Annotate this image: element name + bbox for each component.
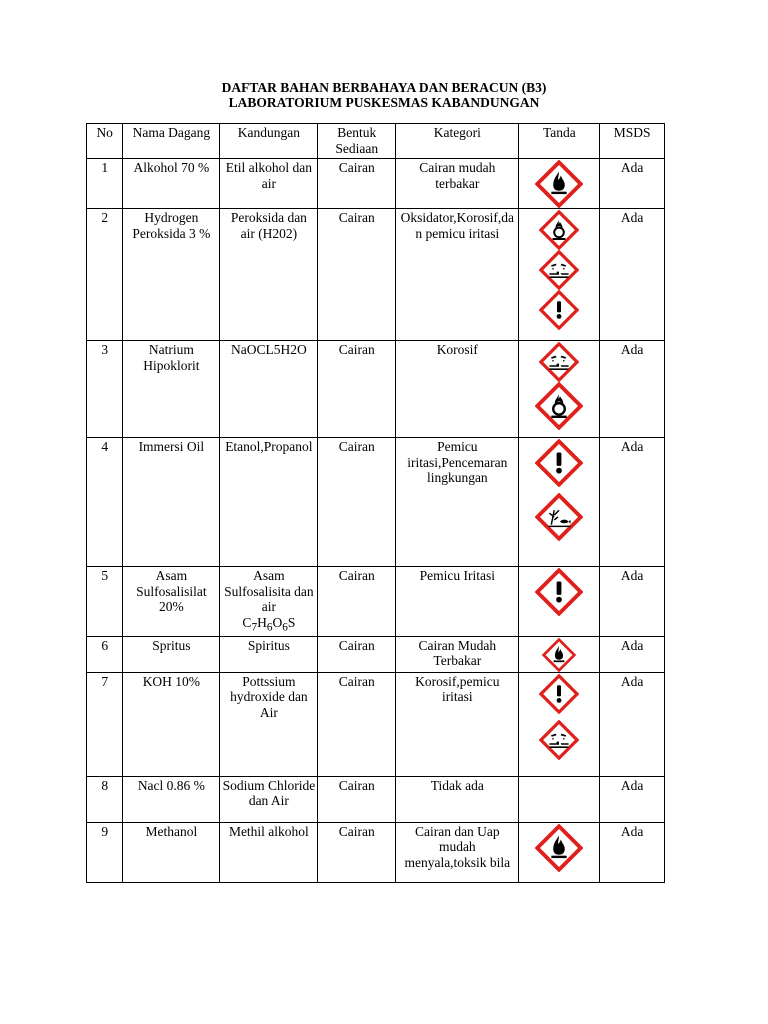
cell-tanda: [519, 776, 600, 822]
table-row: [87, 567, 665, 637]
cell-msds: Ada: [600, 341, 665, 438]
exclamation-icon: [539, 674, 579, 714]
cell-kategori: Pemicu Iritasi: [396, 567, 519, 637]
cell-nama-dagang: Immersi Oil: [123, 438, 220, 567]
cell-tanda: [519, 672, 600, 776]
cell-bentuk-sediaan: Cairan: [318, 672, 396, 776]
cell-msds: Ada: [600, 822, 665, 882]
cell-kandungan: Spiritus: [220, 636, 318, 672]
table-row: [87, 341, 665, 438]
cell-nama-dagang: KOH 10%: [123, 672, 220, 776]
cell-bentuk-sediaan: Cairan: [318, 341, 396, 438]
cell-nama-dagang: Asam Sulfosalisilat 20%: [123, 567, 220, 637]
cell-msds: Ada: [600, 672, 665, 776]
cell-no: 7: [87, 672, 123, 776]
hazardous-materials-table: [86, 123, 665, 883]
cell-nama-dagang: Spritus: [123, 636, 220, 672]
cell-kategori: Pemicu iritasi,Pencemaran lingkungan: [396, 438, 519, 567]
cell-bentuk-sediaan: Cairan: [318, 438, 396, 567]
cell-msds: Ada: [600, 776, 665, 822]
cell-nama-dagang: Natrium Hipoklorit: [123, 341, 220, 438]
flame-over-circle-icon: [539, 210, 579, 250]
exclamation-icon: [535, 568, 583, 616]
column-header-msds: MSDS: [600, 124, 665, 159]
cell-bentuk-sediaan: Cairan: [318, 209, 396, 341]
cell-no: 2: [87, 209, 123, 341]
cell-no: 5: [87, 567, 123, 637]
cell-msds: Ada: [600, 209, 665, 341]
cell-kandungan: Etil alkohol dan air: [220, 159, 318, 209]
exclamation-icon: [539, 290, 579, 330]
flame-over-circle-icon: [535, 382, 583, 430]
cell-bentuk-sediaan: Cairan: [318, 822, 396, 882]
flame-icon: [535, 160, 583, 208]
cell-kategori: Cairan Mudah Terbakar: [396, 636, 519, 672]
table-row: [87, 672, 665, 776]
exclamation-icon: [535, 439, 583, 487]
cell-tanda: [519, 822, 600, 882]
cell-kategori: Cairan dan Uap mudah menyala,toksik bila: [396, 822, 519, 882]
cell-tanda: [519, 567, 600, 637]
cell-no: 8: [87, 776, 123, 822]
cell-kategori: Cairan mudah terbakar: [396, 159, 519, 209]
table-row: [87, 636, 665, 672]
cell-kategori: Korosif,pemicu iritasi: [396, 672, 519, 776]
table-row: [87, 776, 665, 822]
cell-no: 9: [87, 822, 123, 882]
cell-bentuk-sediaan: Cairan: [318, 636, 396, 672]
corrosion-icon: [539, 720, 579, 760]
cell-kandungan: Peroksida dan air (H202): [220, 209, 318, 341]
column-header-tanda: Tanda: [519, 124, 600, 159]
table-row: [87, 822, 665, 882]
flame-icon: [542, 638, 576, 672]
column-header-no: No: [87, 124, 123, 159]
cell-tanda: [519, 341, 600, 438]
cell-kandungan: NaOCL5H2O: [220, 341, 318, 438]
flame-icon: [535, 824, 583, 872]
column-header-nama-dagang: Nama Dagang: [123, 124, 220, 159]
column-header-bentuk-sediaan: Bentuk Sediaan: [318, 124, 396, 159]
cell-kandungan: [220, 567, 318, 637]
cell-tanda: [519, 159, 600, 209]
cell-msds: Ada: [600, 438, 665, 567]
document-subtitle: LABORATORIUM PUSKESMAS KABANDUNGAN: [228, 95, 540, 110]
corrosion-icon: [539, 342, 579, 382]
cell-bentuk-sediaan: Cairan: [318, 567, 396, 637]
kandungan-text: Asam Sulfosalisita dan air: [224, 568, 314, 614]
cell-msds: Ada: [600, 159, 665, 209]
table-row: [87, 159, 665, 209]
cell-nama-dagang: Nacl 0.86 %: [123, 776, 220, 822]
cell-no: 6: [87, 636, 123, 672]
cell-msds: Ada: [600, 636, 665, 672]
cell-kandungan: Etanol,Propanol: [220, 438, 318, 567]
cell-tanda: [519, 209, 600, 341]
cell-tanda: [519, 636, 600, 672]
cell-bentuk-sediaan: Cairan: [318, 159, 396, 209]
chemical-formula: $C_7H_6O_6S$: [242, 614, 296, 634]
column-header-kategori: Kategori: [396, 124, 519, 159]
table-row: [87, 209, 665, 341]
column-header-kandungan: Kandungan: [220, 124, 318, 159]
cell-bentuk-sediaan: Cairan: [318, 776, 396, 822]
cell-kandungan: Methil alkohol: [220, 822, 318, 882]
cell-nama-dagang: Methanol: [123, 822, 220, 882]
cell-tanda: [519, 438, 600, 567]
document-title: DAFTAR BAHAN BERBAHAYA DAN BERACUN (B3): [221, 80, 547, 95]
cell-kandungan: Pottssium hydroxide dan Air: [220, 672, 318, 776]
cell-kategori: Korosif: [396, 341, 519, 438]
cell-nama-dagang: Alkohol 70 %: [123, 159, 220, 209]
cell-no: 3: [87, 341, 123, 438]
cell-msds: Ada: [600, 567, 665, 637]
environment-icon: [535, 493, 583, 541]
table-row: [87, 438, 665, 567]
cell-nama-dagang: Hydrogen Peroksida 3 %: [123, 209, 220, 341]
table-header-row: [87, 124, 665, 159]
cell-kategori: Tidak ada: [396, 776, 519, 822]
corrosion-icon: [539, 250, 579, 290]
cell-kategori: Oksidator,Korosif,dan pemicu iritasi: [396, 209, 519, 341]
cell-no: 1: [87, 159, 123, 209]
cell-kandungan: Sodium Chloride dan Air: [220, 776, 318, 822]
cell-no: 4: [87, 438, 123, 567]
